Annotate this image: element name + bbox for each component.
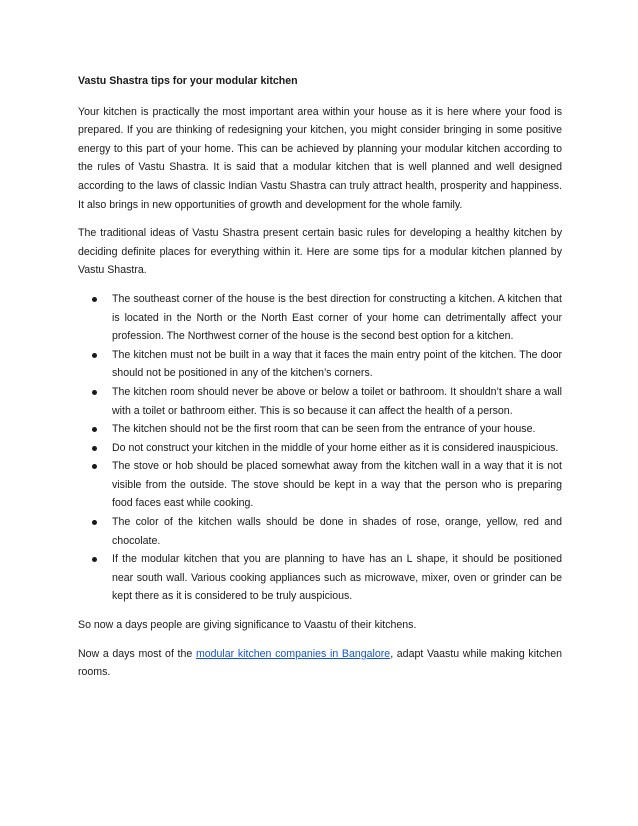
list-item	[78, 439, 562, 458]
bullet-icon	[92, 297, 97, 302]
tip-text: The color of the kitchen walls should be done in shades of rose, orange, yellow, red and chocolate.	[112, 516, 562, 547]
tip-text: If the modular kitchen that you are planning to have has an L shape, it should be positioned near south wall. Various cooking appliances such as microwave, mixer, oven or grinder can be kept there as it is considered to be truly auspicious.	[112, 553, 562, 603]
rules-paragraph: The traditional ideas of Vastu Shastra present certain basic rules for developing a healthy kitchen by deciding definite places for everything within it. Here are some tips for a modular kitchen planned by Vastu Shastra.	[78, 227, 562, 277]
closing-text-after: , adapt Vaastu while making kitchen rooms.	[78, 647, 562, 679]
document-title: Vastu Shastra tips for your modular kitchen	[78, 75, 298, 87]
bullet-icon	[92, 427, 97, 432]
tip-text: The kitchen room should never be above or below a toilet or bathroom. It shouldn’t share a wall with a toilet or bathroom either. This is so because it can affect the health of a person.	[112, 385, 562, 417]
bullet-icon	[92, 520, 97, 525]
significance-paragraph: So now a days people are giving significance to Vaastu of their kitchens.	[78, 619, 417, 632]
list-item	[78, 346, 562, 383]
bullet-icon	[92, 557, 97, 562]
bullet-icon	[92, 446, 97, 451]
bullet-icon	[92, 390, 97, 395]
modular-kitchen-companies-link[interactable]: modular kitchen companies in Bangalore	[195, 647, 391, 660]
list-item	[78, 290, 562, 346]
tip-text: The stove or hob should be placed somewhat away from the kitchen wall in a way that it is not visible from the outside. The stove should be kept in a way that the person who is preparing food faces east while cooking.	[112, 460, 562, 510]
tip-text: Do not construct your kitchen in the middle of your home either as it is considered inauspicious.	[112, 441, 559, 454]
list-item	[78, 513, 562, 550]
tips-list	[78, 290, 562, 606]
list-item	[78, 550, 562, 606]
bullet-icon	[92, 353, 97, 358]
closing-paragraph	[78, 645, 562, 682]
tip-text: The kitchen must not be built in a way that it faces the main entry point of the kitchen. The door should not be positioned in any of the kitchen’s corners.	[112, 348, 562, 380]
tip-text: The kitchen should not be the first room that can be seen from the entrance of your house.	[112, 423, 536, 436]
list-item	[78, 420, 562, 439]
closing-text-before: Now a days most of the	[78, 647, 196, 660]
list-item	[78, 457, 562, 513]
list-item	[78, 383, 562, 420]
intro-paragraph: Your kitchen is practically the most important area within your house as it is here where your food is prepared. If you are thinking of redesigning your kitchen, you might consider bringing in some positive energy to this part of your home. This can be achieved by planning your modular kitchen according to the rules of Vastu Shastra. It is said that a modular kitchen that is well planned and well designed according to the laws of classic Indian Vastu Shastra can truly attract health, prosperity and happiness. It also brings in new opportunities of growth and development for the whole family.	[78, 105, 562, 211]
bullet-icon	[92, 464, 97, 469]
tip-text: The southeast corner of the house is the best direction for constructing a kitchen. A kitchen that is located in the North or the North East corner of your home can detrimentally affect your profession. The Northwest corner of the house is the second best option for a kitchen.	[112, 292, 562, 343]
document-page	[78, 72, 562, 692]
